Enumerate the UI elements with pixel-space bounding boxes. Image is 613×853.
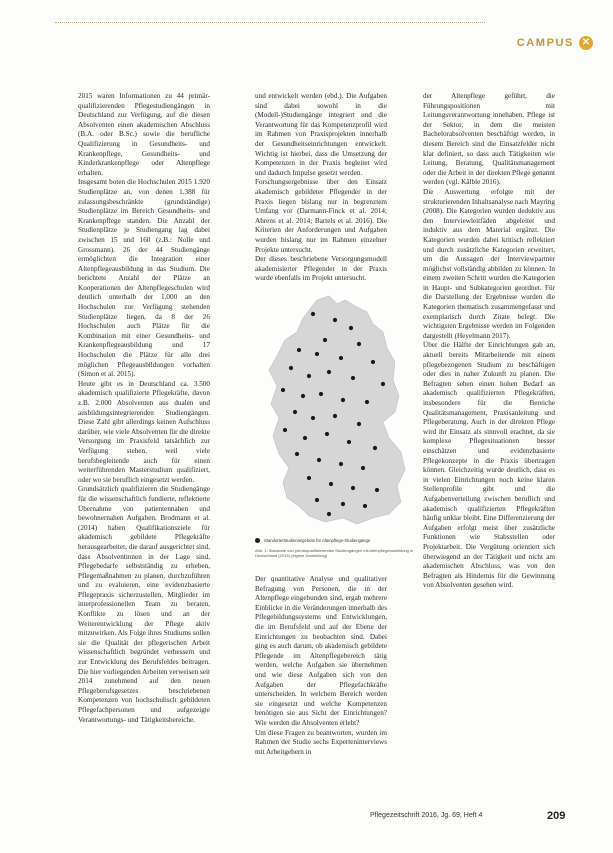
site-marker [381,382,385,386]
paragraph: Der dieses beschriebene Versorgungsmodell akademisierter Pflegender in der Praxis wurde ebenfalls im Projekt untersucht. [255,255,387,283]
site-marker [373,446,377,450]
germany-map [255,292,415,532]
site-marker [341,502,345,506]
paragraph: Forschungsergebnisse über den Einsatz akademisch gebildeter Pflegender in der Praxis liegen bislang nur in begrenztem Umfang vor (Darmann-Finck et al. 2014; Ahrens et al. 2014; Bartels et al. 2016). Die Kriterien der Anforderungen und Aufgaben wurden bislang nur im Rahmen einzelner Projekte untersucht. [255,178,387,254]
section-label: CAMPUS [516,37,574,49]
journal-footer: Pflegezeitschrift 2016, Jg. 69, Heft 4 [370,812,483,819]
paragraph: Über die Hälfte der Einrichtungen gab an, aktuell bereits Mitarbeitende mit einem pflegebezogenen Studium zu beschäftigen oder dies in naher Zukunft zu planen. Die Befragten sehen einen hohen Bedarf an akademisch qualifizierten Pflegekräften, insbesondere für die Bereiche Qualitätsmanagement, Praxisanleitung und Pflegeberatung. Auch in der direkten Pflege wird ihr Einsatz als sinnvoll erachtet, da sie komplexe Pflegesituationen besser einschätzen und evidenzbasierte Pflegekonzepte in die Praxis übertragen können. Gleichzeitig wurde deutlich, dass es in vielen Einrichtungen noch keine klaren Stellenprofile gibt und die Aufgabenverteilung zwischen beruflich und akademisch qualifizierten Pflegekräften häufig unklar bleibt. Eine Differenzierung der Aufgaben erfolgt meist über zusätzliche Funktionen wie Stabsstellen oder Projektarbeit. Die Vergütung orientiert sich überwiegend an der Tätigkeit und nicht am akademischen Abschluss, was von den Befragten als Hindernis für die Gewinnung von Absolventen gesehen wird. [423,341,555,590]
site-marker [371,360,375,364]
site-marker [315,352,319,356]
site-marker [375,488,379,492]
site-marker [341,398,345,402]
site-marker [307,476,311,480]
site-marker [293,410,297,414]
site-marker [351,486,355,490]
site-marker [327,512,331,516]
site-marker [283,428,287,432]
figure-caption: Abb. 1: Standorte von primärqualifizierenden Studiengängen mit Altenpflegeausbildung in Deutschland (2015) (eigene Darstellung) [255,548,414,558]
site-marker [295,452,299,456]
site-marker [301,394,305,398]
site-marker [333,414,337,418]
site-marker [319,392,323,396]
site-marker [365,400,369,404]
header-rule [55,22,485,23]
site-marker [325,432,329,436]
site-marker [323,338,327,342]
site-marker [333,318,337,322]
paragraph: der Altenpflege geführt, die Führungspositionen mit Leitungsverantwortung innehaben. Pflege ist der Sektor, in dem die meisten Bachelorabsolventen beschäftigt werden, in diesem Bereich sind die Einsatzfelder nicht klar definiert, so dass auch Tätigkeiten wie Leitung, Beratung, Qualitätsmanagement oder die Arbeit in der direkten Pflege genannt werden (vgl. Kälble 2016). [423,92,555,187]
site-marker [357,342,361,346]
site-marker [289,366,293,370]
site-marker [351,376,355,380]
site-marker [311,416,315,420]
site-marker [281,388,285,392]
paragraph: Insgesamt boten die Hochschulen 2015 1.920 Studienplätze an, von denen 1.388 für zulassungsbeschränkte (grundständige) Studienplätze im Bereich Gesundheits- und Krankenpflege standen. Die Anzahl der Studienplätze je Studiengang lag dabei zwischen 15 und 160 (z.B.: Nolle und Grossmann). 26 der 44 Studiengänge ermöglichten die Integration einer Altenpflegeausbildung in das Studium. Die berichtete Anzahl der Plätze an Kooperationen der Altenpflegeschulen wird deutlich unterhalb der 1.000 an den Hochschulen zur Verfügung stehenden Studienplätze liegen, da 8 der 26 Hochschulen auch Plätze für die Kombination mit einer Gesundheits- und Krankenpflegeausbildung und 17 Hochschulen die Plätze für alle drei möglichen Pflegeausbildungen vorhalten (Simon et al. 2015). [78,178,210,379]
site-marker [307,374,311,378]
page-number: 209 [547,810,566,822]
germany-map-figure [255,292,415,567]
site-marker [311,312,315,316]
paragraph: Der quantitative Analyse und qualitativer Befragung von Personen, die in der Altenpflege eingebunden sind, ergab mehrere Einblicke in die Veränderungen innerhalb des Pflegebildungssystems und Entwicklungen, die im Berufsfeld und auf der Ebene der Einrichtungen zu beobachten sind. Dabei ging es auch darum, ob akademisch gebildete Pflegende im Altenpflegebereich tätig werden, welche Aufgaben sie übernehmen und wie diese Aufgaben sich von den Aufgaben der Pflegefachkräfte unterscheiden. In welchem Bereich werden sie eingesetzt und welche Kompetenzen benötigen sie aus Sicht der Einrichtungen? Wie werden die Absolventen erlebt? [255,575,387,727]
map-legend [255,538,370,543]
site-marker [315,498,319,502]
site-marker [363,504,367,508]
site-marker [349,326,353,330]
text-column-2-bottom [255,575,387,835]
text-column-2-top [255,92,387,283]
site-marker [327,370,331,374]
text-column-1 [78,92,210,837]
site-marker [347,440,351,444]
legend-marker [255,538,260,543]
section-header [517,36,593,50]
paragraph: Heute gibt es in Deutschland ca. 3.500 akademisch qualifizierte Pflegekräfte, davon z.B. 2.000 Absolventen aus dualen und ausbildungsintegrierenden Studiengängen. Diese Zahl gibt allerdings keinen Aufschluss darüber, wie viele Absolventen für die direkte Versorgung im Praxisfeld tatsächlich zur Verfügung stehen, weil viele berufsbegleitende auch für einen weiterführenden Masterstudium qualifiziert, oder wo sie beruflich eingesetzt werden. [78,379,210,484]
paragraph: Um diese Fragen zu beantworten, wurden im Rahmen der Studie sechs Experteninterviews mit Arbeitgebern in [255,728,387,756]
site-marker [297,348,301,352]
paragraph: Grundsätzlich qualifizieren die Studiengänge für die wissenschaftlich fundierte, reflektierte Übernahme von patientennahen und bewohnernahen Aufgaben. Brodmann et al. (2014) haben Qualifikationsziele für akademisch gebildete Pflegekräfte herausgearbeitet, die darauf ausgerichtet sind, dass Absolventinnen in der Lage sind, Pflegebedarfe selbstständig zu erheben, Pflegemaßnahmen zu planen, durchzuführen und zu evaluieren, eine evidenzbasierte Pflegepraxis sicherzustellen, Mitglieder im interprofessionellen Team zu beraten, Konflikte zu lösen und an der Weiterentwicklung der Pflege aktiv mitzuwirken. Als Folge ihres Studiums sollen sie die Qualität der pflegerischen Arbeit wissenschaftlich begründet verbessern und zur Entwicklung des Berufsfeldes beitragen. Die hier vorliegenden Arbeiten verweisen seit 2014 zunehmend auf den neuen Pflegeberufsgesetzes beschriebenen Kompetenzen von hochschulisch gebildeten Pflegefachpersonen und aufgezeigte Verantwortungs- und Tätigkeitsbereiche. [78,485,210,724]
paragraph: Die Auswertung erfolgte mit der strukturierenden Inhaltsanalyse nach Mayring (2008). Die Kategorien wurden deduktiv aus den Interviewleitfäden abgeleitet und induktiv aus dem Material ergänzt. Die Kategorien wurden dabei kritisch reflektiert und durch zusätzliche Kategorien erweitert, um die Aussagen der Interviewpartner möglichst vollständig abbilden zu können. In einem zweiten Schritt wurden die Kategorien in Haupt- und Subkategorien geordnet. Für die Darstellung der Ergebnisse wurden die Kategorien thematisch zusammengefasst und exemplarisch durch Zitate belegt. Die wichtigsten Ergebnisse werden im Folgenden dargestellt (Heyelmann 2017). [423,187,555,340]
site-marker [303,436,307,440]
paragraph: 2015 waren Informationen zu 44 primär-qualifizierenden Pflegestudiengängen in Deutschland zur Verfügung, auf die diesen Absolventen einen akademischen Abschluss (B.A. oder B.Sc.) sowie die berufliche Qualifizierung in Gesundheits- und Krankenpflege, Gesundheits- und Kinderkrankenpflege oder Altenpflege erhalten. [78,92,210,177]
site-marker [357,422,361,426]
germany-outline [269,296,405,524]
site-marker [339,462,343,466]
site-marker [339,356,343,360]
paragraph: und entwickelt werden (ebd.). Die Aufgaben sind dabei sowohl in die (Modell-)Studiengänge integriert und die Verantwortung für das Kompetenzprofil wird im Rahmen von Praxisprojekten innerhalb der Gesundheitseinrichtungen entwickelt. Wichtig ist hierbei, dass die Umsetzung der Kompetenzen in der Praxis begleitet wird und dadurch Impulse gesetzt werden. [255,92,387,177]
legend-label: Standorte/Studienangebote für Altenpflege-Studiengänge [264,538,371,543]
text-column-3 [423,92,555,832]
site-marker [329,482,333,486]
campus-badge-icon: ✕ [579,36,593,50]
site-marker [317,458,321,462]
site-marker [361,466,365,470]
